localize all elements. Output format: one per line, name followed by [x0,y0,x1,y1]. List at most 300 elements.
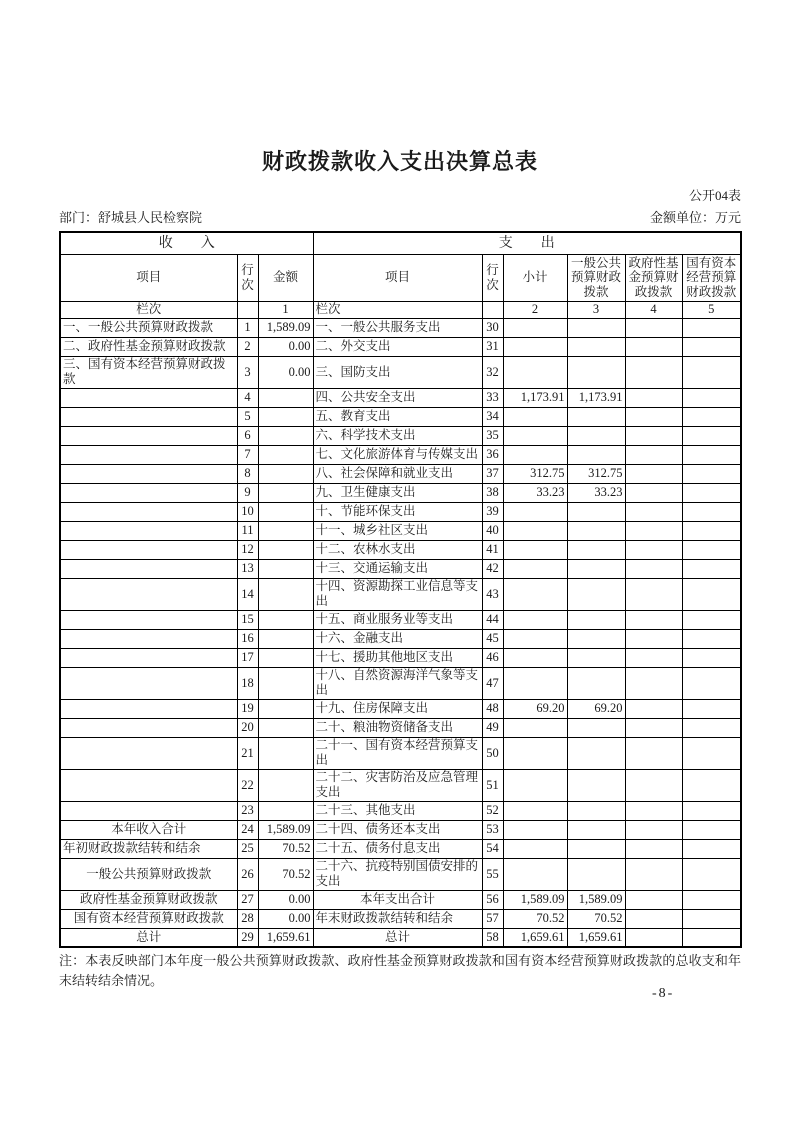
expense-line-number-cell: 33 [482,388,503,407]
expense-line-number-cell: 34 [482,407,503,426]
expense-line-number-cell: 56 [482,890,503,909]
expense-subtotal-cell [503,559,567,578]
expense-subtotal-cell [503,356,567,388]
income-line-number-cell: 2 [237,337,258,356]
expense-gov-fund-cell [625,426,682,445]
table-row [60,578,741,610]
income-amount-cell: 0.00 [258,337,313,356]
expense-item-cell: 四、公共安全支出 [313,388,482,407]
income-amount-cell [258,540,313,559]
income-item-cell [60,483,237,502]
income-line-number-cell: 9 [237,483,258,502]
income-item-cell [60,445,237,464]
expense-state-capital-cell [682,445,741,464]
expense-line-number-cell: 37 [482,464,503,483]
income-amount-cell [258,718,313,737]
income-amount-cell: 0.00 [258,890,313,909]
income-lanci-label: 栏次 [60,301,237,318]
table-row [60,839,741,858]
expense-subtotal-cell: 1,173.91 [503,388,567,407]
income-item-cell [60,769,237,801]
expense-state-capital-cell [682,801,741,820]
income-amount-cell: 0.00 [258,909,313,928]
income-line-number-cell: 8 [237,464,258,483]
table-row [60,502,741,521]
income-line-number-cell: 18 [237,667,258,699]
table-row [60,699,741,718]
expense-general-budget-cell: 312.75 [567,464,625,483]
expense-state-capital-cell [682,578,741,610]
expense-state-capital-cell [682,521,741,540]
income-amount-cell [258,801,313,820]
income-line-number-cell: 13 [237,559,258,578]
expense-gov-fund-cell [625,502,682,521]
expense-subtotal-cell [503,540,567,559]
table-row [60,521,741,540]
income-line-number-cell: 1 [237,318,258,337]
income-item-cell [60,502,237,521]
income-amount-cell [258,699,313,718]
income-amount-cell [258,629,313,648]
expense-state-capital-cell [682,318,741,337]
table-row [60,483,741,502]
expense-item-cell: 三、国防支出 [313,356,482,388]
expense-item-cell: 二十三、其他支出 [313,801,482,820]
expense-line-number-cell: 36 [482,445,503,464]
income-amount-cell [258,667,313,699]
expense-subtotal-cell [503,610,567,629]
expense-general-budget-cell [567,578,625,610]
income-amount-cell: 1,589.09 [258,820,313,839]
income-amount-cell [258,388,313,407]
expense-item-cell: 十一、城乡社区支出 [313,521,482,540]
income-lanci-blank [237,301,258,318]
expense-state-capital-cell [682,426,741,445]
income-item-cell [60,540,237,559]
income-item-cell: 国有资本经营预算财政拨款 [60,909,237,928]
column-index-row [60,301,741,318]
income-amount-cell: 0.00 [258,356,313,388]
income-item-cell [60,699,237,718]
table-row [60,629,741,648]
expense-state-capital-cell [682,483,741,502]
expense-state-capital-cell [682,559,741,578]
income-line-number-cell: 5 [237,407,258,426]
expense-item-cell: 七、文化旅游体育与传媒支出 [313,445,482,464]
income-item-cell [60,629,237,648]
expense-general-budget-cell [567,540,625,559]
expense-item-cell: 九、卫生健康支出 [313,483,482,502]
expense-line-header: 行次 [482,254,503,301]
income-line-number-cell: 4 [237,388,258,407]
expense-general-budget-cell [567,426,625,445]
expense-item-cell: 总计 [313,928,482,947]
expense-state-capital-cell [682,356,741,388]
state-capital-header: 国有资本经营预算财政拨款 [682,254,741,301]
expense-col-index-5: 5 [682,301,741,318]
expense-line-number-cell: 32 [482,356,503,388]
expense-subtotal-cell [503,667,567,699]
income-amount-cell [258,559,313,578]
document-content [59,0,741,991]
table-row [60,318,741,337]
expense-general-budget-cell [567,502,625,521]
expense-subtotal-cell [503,337,567,356]
expense-line-number-cell: 48 [482,699,503,718]
expense-gov-fund-cell [625,578,682,610]
income-amount-cell: 70.52 [258,858,313,890]
table-row [60,737,741,769]
expense-gov-fund-cell [625,769,682,801]
expense-state-capital-cell [682,540,741,559]
expense-item-cell: 六、科学技术支出 [313,426,482,445]
expense-general-budget-cell: 1,589.09 [567,890,625,909]
expense-general-budget-cell [567,445,625,464]
expense-state-capital-cell [682,464,741,483]
income-line-number-cell: 27 [237,890,258,909]
income-amount-cell: 70.52 [258,839,313,858]
income-item-cell [60,578,237,610]
expense-state-capital-cell [682,820,741,839]
gov-fund-header: 政府性基金预算财政拨款 [625,254,682,301]
expense-general-budget-cell [567,407,625,426]
expense-general-budget-cell [567,858,625,890]
expense-line-number-cell: 46 [482,648,503,667]
expense-general-budget-cell [567,559,625,578]
income-line-number-cell: 15 [237,610,258,629]
expense-gov-fund-cell [625,629,682,648]
income-amount-cell: 1,659.61 [258,928,313,947]
expense-line-number-cell: 40 [482,521,503,540]
expense-section-header: 支 出 [313,232,741,254]
expense-general-budget-cell: 1,659.61 [567,928,625,947]
expense-gov-fund-cell [625,648,682,667]
expense-general-budget-cell [567,521,625,540]
expense-subtotal-cell: 1,659.61 [503,928,567,947]
expense-general-budget-cell [567,648,625,667]
column-header-row [60,254,741,301]
expense-line-number-cell: 41 [482,540,503,559]
expense-general-budget-cell: 1,173.91 [567,388,625,407]
general-budget-header: 一般公共预算财政拨款 [567,254,625,301]
expense-subtotal-cell: 70.52 [503,909,567,928]
expense-subtotal-cell [503,858,567,890]
income-item-cell: 年初财政拨款结转和结余 [60,839,237,858]
expense-gov-fund-cell [625,540,682,559]
expense-line-number-cell: 31 [482,337,503,356]
table-row [60,540,741,559]
income-amount-cell [258,502,313,521]
income-amount-cell [258,426,313,445]
expense-subtotal-cell: 69.20 [503,699,567,718]
expense-line-number-cell: 55 [482,858,503,890]
income-col-index-1: 1 [258,301,313,318]
income-item-cell [60,667,237,699]
table-row [60,909,741,928]
income-amount-cell [258,737,313,769]
expense-general-budget-cell [567,801,625,820]
expense-item-cell: 十四、资源勘探工业信息等支出 [313,578,482,610]
expense-item-cell: 本年支出合计 [313,890,482,909]
expense-subtotal-cell [503,718,567,737]
expense-item-header: 项目 [313,254,482,301]
table-code-label: 公开04表 [688,188,741,203]
expense-gov-fund-cell [625,667,682,699]
income-item-cell: 总计 [60,928,237,947]
expense-gov-fund-cell [625,445,682,464]
income-item-cell [60,559,237,578]
expense-line-number-cell: 49 [482,718,503,737]
expense-item-cell: 二十五、债务付息支出 [313,839,482,858]
expense-line-number-cell: 35 [482,426,503,445]
expense-subtotal-cell [503,801,567,820]
expense-gov-fund-cell [625,839,682,858]
expense-state-capital-cell [682,629,741,648]
income-item-cell: 政府性基金预算财政拨款 [60,890,237,909]
expense-col-index-3: 3 [567,301,625,318]
income-line-number-cell: 24 [237,820,258,839]
expense-state-capital-cell [682,909,741,928]
expense-line-number-cell: 30 [482,318,503,337]
table-row [60,890,741,909]
expense-subtotal-cell [503,426,567,445]
table-row [60,337,741,356]
expense-subtotal-cell [503,648,567,667]
expense-gov-fund-cell [625,858,682,890]
income-line-number-cell: 3 [237,356,258,388]
expense-line-number-cell: 52 [482,801,503,820]
table-row [60,426,741,445]
expense-subtotal-cell [503,318,567,337]
income-amount-cell: 1,589.09 [258,318,313,337]
expense-item-cell: 一、一般公共服务支出 [313,318,482,337]
expense-gov-fund-cell [625,356,682,388]
subtotal-header: 小计 [503,254,567,301]
expense-gov-fund-cell [625,559,682,578]
expense-subtotal-cell: 312.75 [503,464,567,483]
table-row [60,610,741,629]
income-item-cell: 三、国有资本经营预算财政拨款 [60,356,237,388]
expense-gov-fund-cell [625,718,682,737]
page-title: 财政拨款收入支出决算总表 [261,149,538,174]
table-body [60,318,741,947]
income-line-number-cell: 28 [237,909,258,928]
income-line-number-cell: 23 [237,801,258,820]
expense-state-capital-cell [682,769,741,801]
income-item-cell [60,718,237,737]
expense-gov-fund-cell [625,610,682,629]
expense-line-number-cell: 51 [482,769,503,801]
expense-item-cell: 二十、粮油物资储备支出 [313,718,482,737]
expense-subtotal-cell [503,629,567,648]
expense-item-cell: 十七、援助其他地区支出 [313,648,482,667]
income-amount-cell [258,464,313,483]
expense-line-number-cell: 38 [482,483,503,502]
expense-gov-fund-cell [625,464,682,483]
expense-gov-fund-cell [625,337,682,356]
expense-item-cell: 二十一、国有资本经营预算支出 [313,737,482,769]
income-line-number-cell: 7 [237,445,258,464]
fiscal-summary-table [59,231,742,948]
expense-state-capital-cell [682,337,741,356]
expense-general-budget-cell [567,356,625,388]
income-line-number-cell: 10 [237,502,258,521]
expense-state-capital-cell [682,407,741,426]
table-row [60,820,741,839]
expense-general-budget-cell: 69.20 [567,699,625,718]
expense-state-capital-cell [682,928,741,947]
income-line-number-cell: 22 [237,769,258,801]
expense-line-number-cell: 42 [482,559,503,578]
expense-subtotal-cell [503,769,567,801]
expense-general-budget-cell: 70.52 [567,909,625,928]
expense-item-cell: 十八、自然资源海洋气象等支出 [313,667,482,699]
expense-gov-fund-cell [625,699,682,718]
income-amount-cell [258,483,313,502]
expense-item-cell: 二十二、灾害防治及应急管理支出 [313,769,482,801]
expense-item-cell: 五、教育支出 [313,407,482,426]
income-item-cell: 二、政府性基金预算财政拨款 [60,337,237,356]
expense-item-cell: 年末财政拨款结转和结余 [313,909,482,928]
expense-subtotal-cell [503,839,567,858]
table-row [60,388,741,407]
expense-state-capital-cell [682,610,741,629]
income-line-number-cell: 29 [237,928,258,947]
income-amount-cell [258,445,313,464]
income-item-cell: 本年收入合计 [60,820,237,839]
income-item-cell [60,610,237,629]
expense-gov-fund-cell [625,890,682,909]
income-line-number-cell: 25 [237,839,258,858]
expense-state-capital-cell [682,667,741,699]
expense-gov-fund-cell [625,801,682,820]
income-line-number-cell: 6 [237,426,258,445]
income-item-cell [60,521,237,540]
table-row [60,648,741,667]
expense-item-cell: 二十四、债务还本支出 [313,820,482,839]
expense-gov-fund-cell [625,388,682,407]
table-row [60,559,741,578]
income-line-number-cell: 17 [237,648,258,667]
table-row [60,769,741,801]
expense-general-budget-cell [567,629,625,648]
income-line-number-cell: 19 [237,699,258,718]
expense-item-cell: 二十六、抗疫特别国债安排的支出 [313,858,482,890]
expense-line-number-cell: 44 [482,610,503,629]
income-line-number-cell: 20 [237,718,258,737]
expense-col-index-4: 4 [625,301,682,318]
table-row [60,464,741,483]
income-amount-cell [258,407,313,426]
table-row [60,928,741,947]
expense-line-number-cell: 57 [482,909,503,928]
expense-subtotal-cell [503,445,567,464]
footnote: 注：本表反映部门本年度一般公共预算财政拨款、政府性基金预算财政拨款和国有资本经营预算财政拨款的总收支和年末结转结余情况。 [59,953,741,988]
income-line-number-cell: 26 [237,858,258,890]
income-line-number-cell: 14 [237,578,258,610]
expense-line-number-cell: 47 [482,667,503,699]
expense-subtotal-cell: 33.23 [503,483,567,502]
expense-item-cell: 十五、商业服务业等支出 [313,610,482,629]
expense-lanci-blank [482,301,503,318]
expense-line-number-cell: 50 [482,737,503,769]
expense-gov-fund-cell [625,483,682,502]
income-line-header: 行次 [237,254,258,301]
income-section-header: 收 入 [60,232,313,254]
expense-general-budget-cell [567,839,625,858]
expense-state-capital-cell [682,858,741,890]
table-row [60,356,741,388]
expense-line-number-cell: 58 [482,928,503,947]
income-amount-cell [258,648,313,667]
expense-state-capital-cell [682,502,741,521]
expense-general-budget-cell: 33.23 [567,483,625,502]
expense-subtotal-cell [503,407,567,426]
income-item-cell [60,388,237,407]
income-amount-cell [258,769,313,801]
table-row [60,407,741,426]
income-amount-header: 金额 [258,254,313,301]
income-item-cell: 一、一般公共预算财政拨款 [60,318,237,337]
expense-col-index-2: 2 [503,301,567,318]
expense-item-cell: 十三、交通运输支出 [313,559,482,578]
expense-state-capital-cell [682,388,741,407]
expense-gov-fund-cell [625,737,682,769]
expense-item-cell: 十二、农林水支出 [313,540,482,559]
expense-state-capital-cell [682,718,741,737]
expense-state-capital-cell [682,890,741,909]
income-amount-cell [258,521,313,540]
income-item-cell: 一般公共预算财政拨款 [60,858,237,890]
expense-line-number-cell: 53 [482,820,503,839]
expense-line-number-cell: 45 [482,629,503,648]
expense-item-cell: 八、社会保障和就业支出 [313,464,482,483]
expense-gov-fund-cell [625,318,682,337]
expense-gov-fund-cell [625,820,682,839]
table-row [60,801,741,820]
expense-state-capital-cell [682,839,741,858]
expense-item-cell: 十六、金融支出 [313,629,482,648]
income-item-cell [60,737,237,769]
expense-gov-fund-cell [625,407,682,426]
expense-item-cell: 十九、住房保障支出 [313,699,482,718]
expense-line-number-cell: 43 [482,578,503,610]
income-item-cell [60,407,237,426]
income-amount-cell [258,578,313,610]
expense-subtotal-cell [503,502,567,521]
expense-subtotal-cell [503,521,567,540]
expense-subtotal-cell: 1,589.09 [503,890,567,909]
expense-item-cell: 二、外交支出 [313,337,482,356]
expense-state-capital-cell [682,699,741,718]
expense-general-budget-cell [567,769,625,801]
unit-label: 金额单位：万元 [649,210,741,225]
income-item-cell [60,801,237,820]
table-row [60,858,741,890]
expense-subtotal-cell [503,820,567,839]
expense-general-budget-cell [567,718,625,737]
expense-lanci-label: 栏次 [313,301,482,318]
income-amount-cell [258,610,313,629]
expense-general-budget-cell [567,318,625,337]
expense-state-capital-cell [682,737,741,769]
expense-line-number-cell: 54 [482,839,503,858]
expense-general-budget-cell [567,610,625,629]
table-row [60,445,741,464]
income-item-cell [60,426,237,445]
section-header-row [60,232,741,254]
expense-item-cell: 十、节能环保支出 [313,502,482,521]
